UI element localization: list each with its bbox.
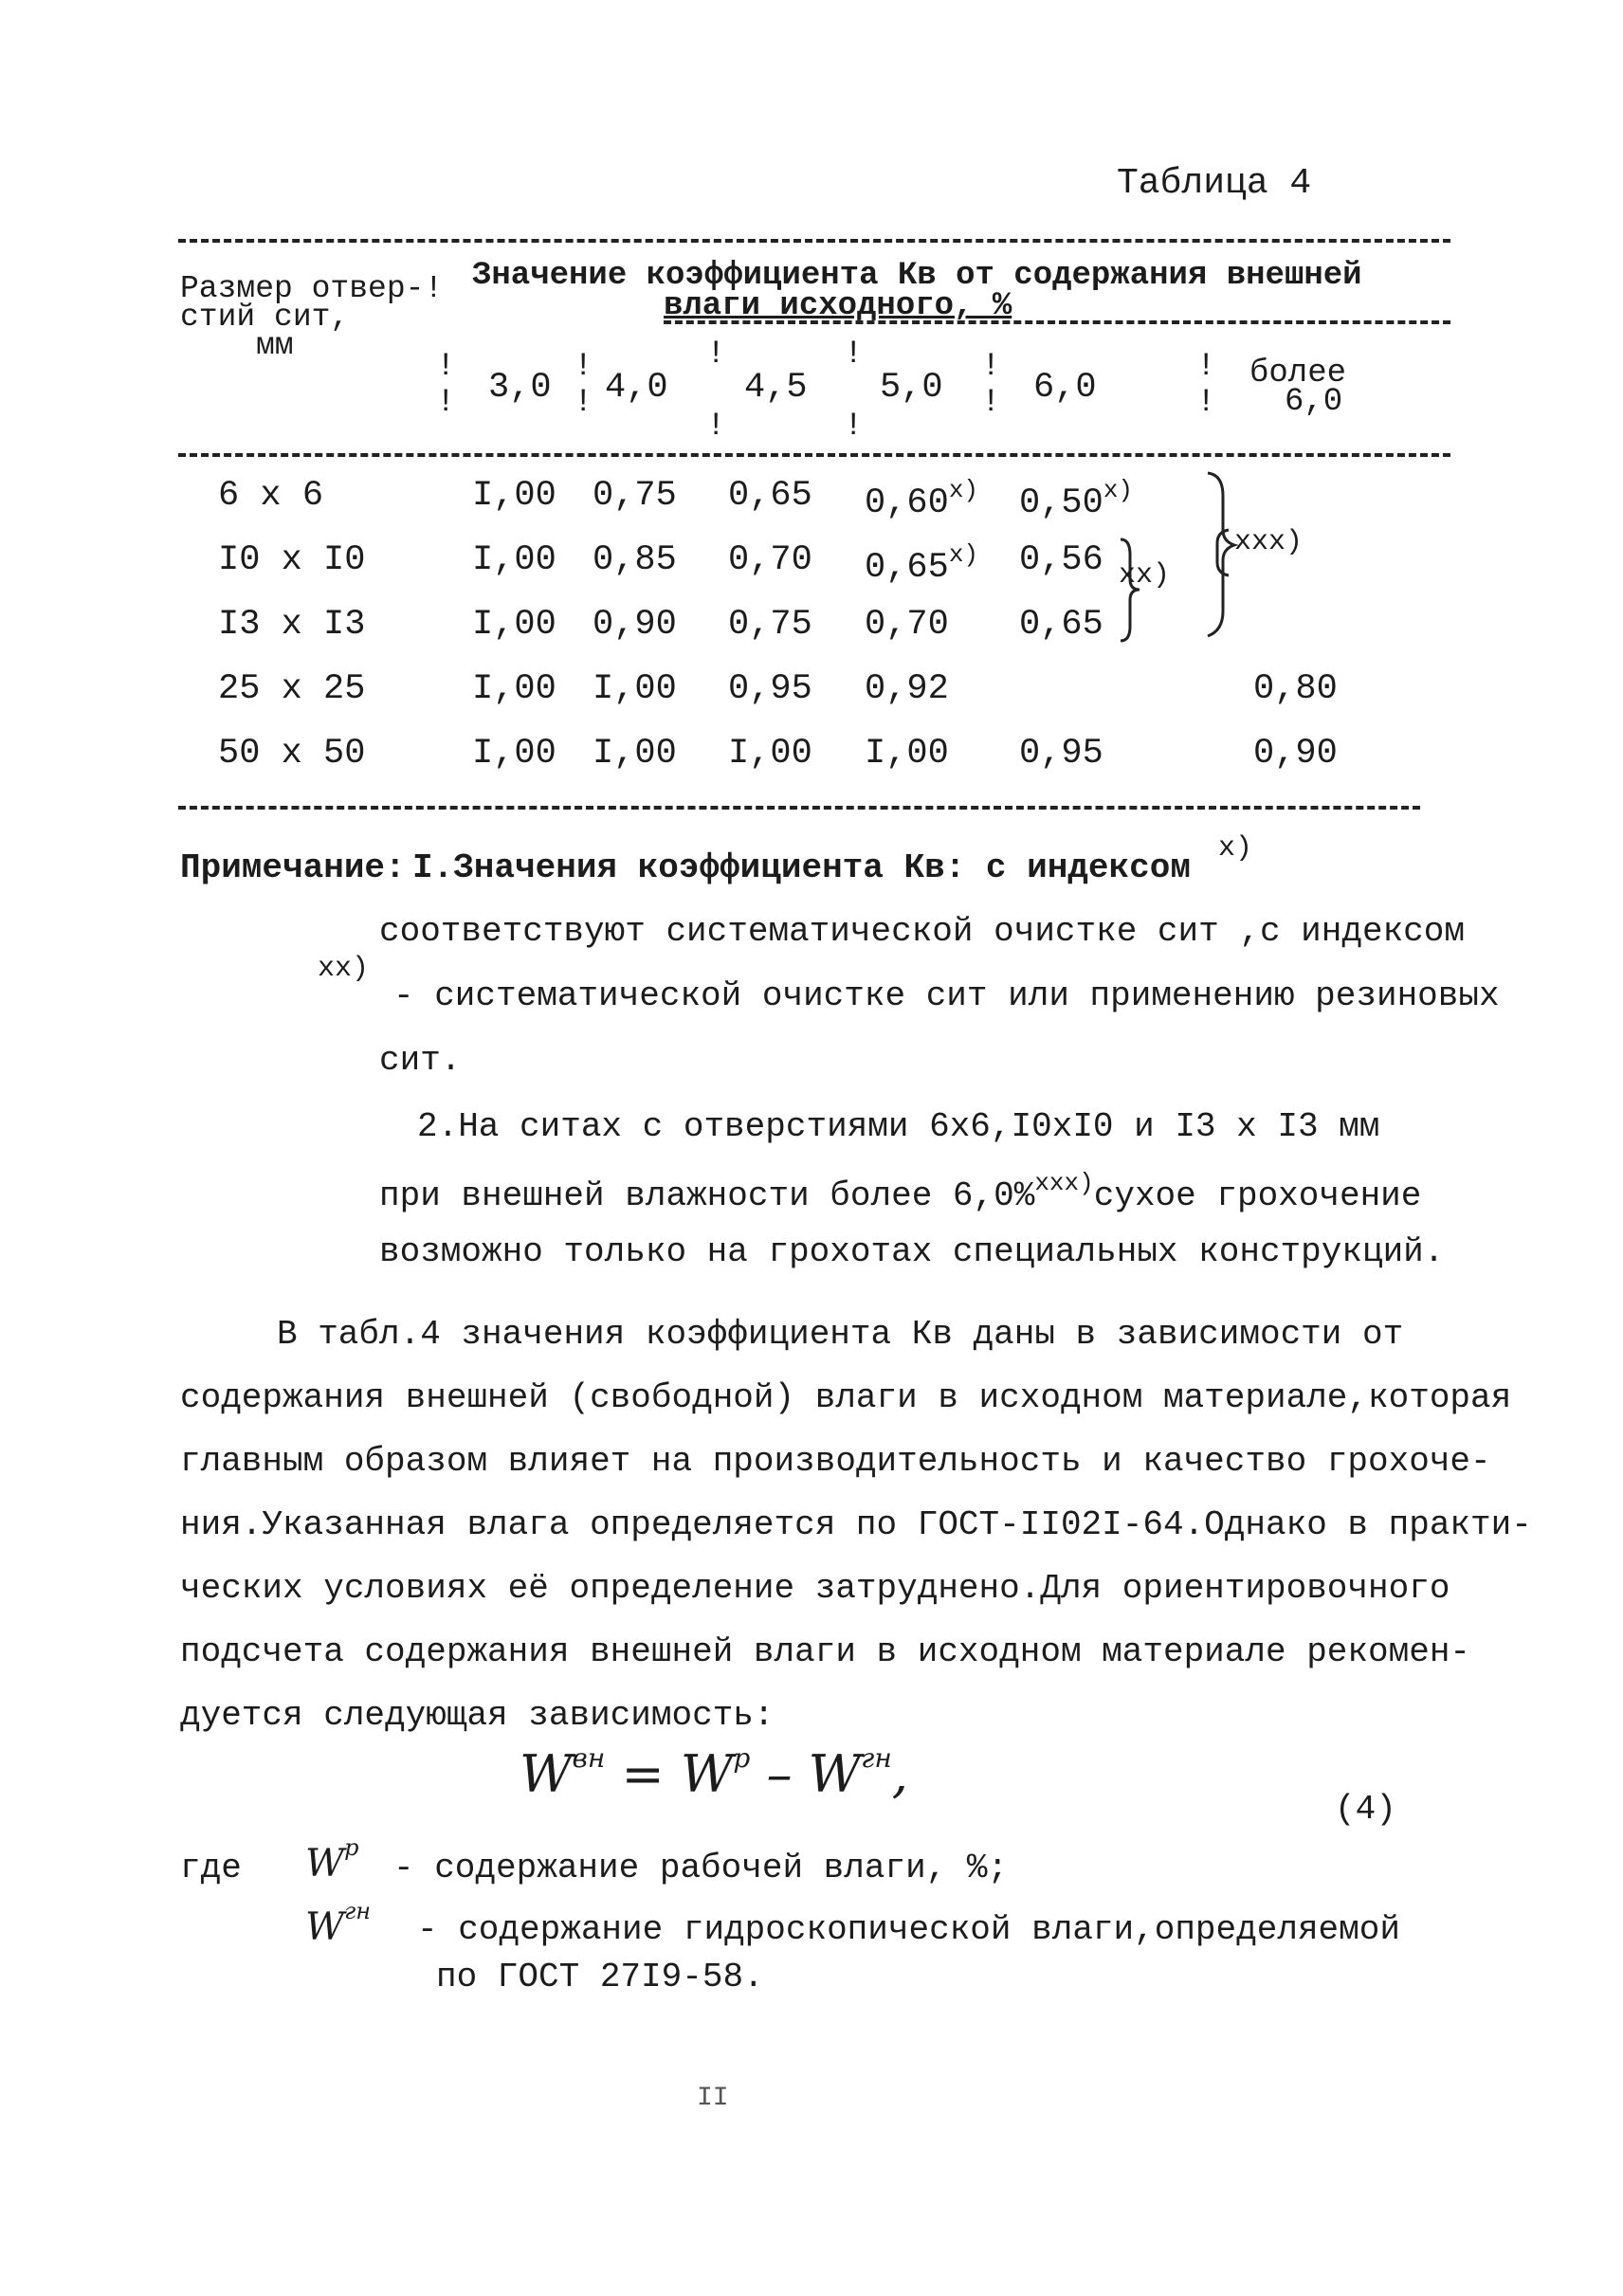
row-size: 50 x 50 — [218, 734, 366, 774]
note1-mark: x) — [1218, 832, 1253, 865]
column-header: 4,5 — [744, 368, 808, 408]
body-line: подсчета содержания внешней влаги в исходном материале рекомен- — [180, 1632, 1471, 1671]
table-cell: 0,50$^{x)}$ — [1019, 476, 1134, 523]
table-cell: 0,90 — [1253, 734, 1338, 774]
body-line: главным образом влияет на производительность и качество грохоче- — [180, 1442, 1491, 1481]
def1-text: - содержание рабочей влаги, %; — [393, 1849, 1009, 1887]
table-cell: 0,75 — [593, 476, 677, 516]
brace-label-xx: xx) — [1119, 559, 1171, 592]
brace-xxx-left-icon — [1212, 526, 1232, 578]
column-header: 3,0 — [488, 368, 552, 408]
table-cell: I,00 — [472, 734, 556, 774]
table-cell: I,00 — [865, 734, 949, 774]
table-cell: 0,80 — [1253, 669, 1338, 709]
column-separator: ! ! — [436, 349, 456, 421]
column-header: более — [1249, 355, 1347, 392]
body-line: ческих условиях её определение затруднено.Для ориентировочного — [180, 1569, 1450, 1608]
note2-mark: xxx) — [1034, 1169, 1094, 1197]
table-cell: I,00 — [472, 476, 556, 516]
row-size: 6 x 6 — [218, 476, 324, 516]
table-cell: 0,95 — [1019, 734, 1103, 774]
row-header-line-3: мм — [256, 328, 294, 363]
table-cell: 0,85 — [593, 540, 677, 580]
note2-line3: возможно только на грохотах специальных конструкций. — [379, 1232, 1445, 1271]
note2-line2-tail: сухое грохочение — [1093, 1176, 1422, 1215]
body-line: дуется следующая зависимость: — [180, 1696, 775, 1735]
row-size: I3 x I3 — [218, 605, 366, 645]
column-separator: ! ! — [1196, 349, 1216, 421]
def2-line2: по ГОСТ 27I9-58. — [436, 1958, 764, 1996]
table-cell: 0,56 — [1019, 540, 1103, 580]
table-top-rule — [178, 239, 1450, 243]
note2-line2 — [379, 1169, 1421, 1215]
column-separator: ! ! — [574, 349, 593, 421]
column-group-header-line-2: влаги исходного, % — [664, 288, 1012, 324]
table-title: Таблица 4 — [1117, 163, 1312, 204]
row-header-line-1: Размер отвер-! — [180, 271, 444, 306]
table-cell: 0,65 — [728, 476, 812, 516]
note1-line1: I.Значения коэффициента Кв: с индексом — [412, 848, 1191, 887]
body-line: В табл.4 значения коэффициента Кв даны в зависимости от — [277, 1315, 1404, 1354]
table-bottom-rule — [178, 806, 1420, 810]
formula-number: (4) — [1335, 1790, 1396, 1829]
column-header: 6,0 — [1033, 368, 1097, 408]
column-separator: ! ! — [981, 349, 1001, 421]
row-size: I0 x I0 — [218, 540, 366, 580]
table-cell: I,00 — [728, 734, 812, 774]
table-cell: 0,65 — [1019, 605, 1103, 645]
column-header: 6,0 — [1285, 384, 1343, 420]
column-header: 4,0 — [605, 368, 668, 408]
column-header: 5,0 — [880, 368, 943, 408]
table-cell: 0,70 — [728, 540, 812, 580]
note1-line2: соответствуют систематической очистке сит ,с индексом — [379, 912, 1465, 951]
table-cell: I,00 — [472, 669, 556, 709]
note2-line1: 2.На ситах с отверстиями 6x6,I0xI0 и I3 x I3 мм — [417, 1107, 1380, 1146]
column-group-header-line-1: Значение коэффициента Кв от содержания внешней — [472, 258, 1362, 294]
row-size: 25 x 25 — [218, 669, 366, 709]
note1-line3: - систематической очистке сит или применению резиновых — [393, 976, 1500, 1015]
formula: $W^{вн} = W^р - W^{гн}$, — [520, 1742, 908, 1804]
table-cell: 0,60$^{x)}$ — [865, 476, 979, 523]
def1-symbol: $W^р$ — [305, 1834, 359, 1886]
note2-line2-text: при внешней влажности более 6,0% — [379, 1176, 1035, 1215]
table-cell: 0,70 — [865, 605, 949, 645]
page-number: II — [697, 2084, 729, 2113]
note1-line4: сит. — [379, 1041, 462, 1080]
column-separator: ! ! — [844, 337, 864, 445]
header-bottom-rule — [178, 453, 1450, 457]
brace-label-xxx: xxx) — [1234, 526, 1304, 558]
column-separator: ! ! — [706, 337, 726, 445]
table-cell: I,00 — [593, 669, 677, 709]
where-label: где — [180, 1849, 242, 1887]
table-cell: 0,65$^{x)}$ — [865, 540, 979, 588]
note-label: Примечание: — [180, 848, 406, 887]
body-line: ния.Указанная влага определяется по ГОСТ-II02I-64.Однако в практи- — [180, 1505, 1532, 1544]
table-cell: 0,92 — [865, 669, 949, 709]
table-cell: 0,95 — [728, 669, 812, 709]
table-cell: I,00 — [593, 734, 677, 774]
def2-symbol: $W^{гн}$ — [305, 1898, 372, 1949]
table-cell: I,00 — [472, 605, 556, 645]
table-cell: I,00 — [472, 540, 556, 580]
table-cell: 0,90 — [593, 605, 677, 645]
table-cell: 0,75 — [728, 605, 812, 645]
body-line: содержания внешней (свободной) влаги в исходном материале,которая — [180, 1378, 1512, 1417]
row-header-line-2: стий сит, — [180, 300, 350, 335]
row-header — [180, 271, 444, 363]
def2-line1: - содержание гидроскопической влаги,определяемой — [417, 1910, 1400, 1949]
note1-mark2: xx) — [318, 953, 370, 985]
